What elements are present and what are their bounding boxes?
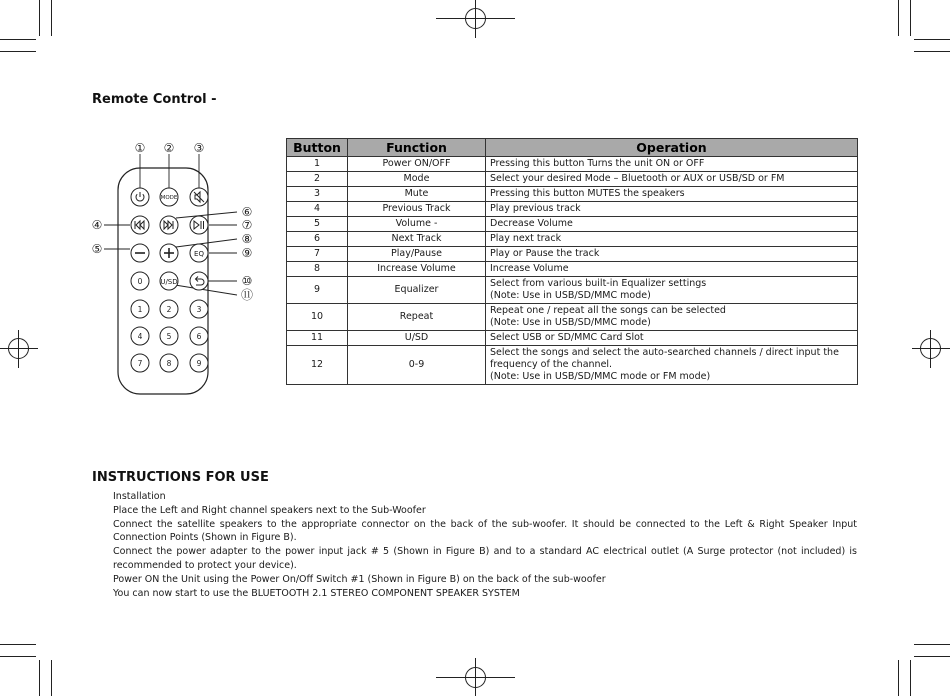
- operation-line: (Note: Use in USB/SD/MMC mode or FM mode): [490, 371, 711, 382]
- instruction-line: Place the Left and Right channel speakers next to the Sub-Woofer: [113, 504, 426, 516]
- instruction-line: Installation: [113, 491, 166, 502]
- instruction-line: You can now start to use the BLUETOOTH 2.1 STEREO COMPONENT SPEAKER SYSTEM: [113, 587, 520, 599]
- table-row: [287, 172, 858, 187]
- cell-operation: [486, 172, 858, 187]
- table-row: [287, 202, 858, 217]
- table-row: [287, 304, 858, 331]
- cell-button-number: 6: [287, 232, 348, 247]
- instruction-line: Power ON the Unit using the Power On/Off Switch #1 (Shown in Figure B) on the back of the sub-woofer: [113, 573, 606, 585]
- cell-operation: [486, 331, 858, 346]
- operation-line: Select USB or SD/MMC Card Slot: [490, 332, 644, 343]
- operation-line: Select the songs and select the auto-searched channels / direct input the frequency of the channel.: [490, 347, 839, 370]
- cell-function: Play/Pause: [348, 247, 486, 262]
- instruction-line: Connect the satellite speakers to the appropriate connector on the back of the sub-woofer. It should be connected to the Left & Right Speaker Input Connection Points (Shown in Figure B).: [113, 518, 857, 544]
- cell-button-number: 3: [287, 187, 348, 202]
- table-row: [287, 331, 858, 346]
- cell-function: U/SD: [348, 331, 486, 346]
- callout-5: ⑤: [91, 242, 103, 256]
- cell-operation: [486, 304, 858, 331]
- digit-3-label: 3: [196, 305, 202, 314]
- table-row: [287, 187, 858, 202]
- cell-operation: [486, 247, 858, 262]
- cell-function: Volume -: [348, 217, 486, 232]
- callout-1: ①: [134, 141, 146, 155]
- table-row: [287, 277, 858, 304]
- cell-function: Equalizer: [348, 277, 486, 304]
- header-function: Function: [348, 139, 486, 157]
- callout-3: ③: [193, 141, 205, 155]
- cell-function: Previous Track: [348, 202, 486, 217]
- digit-5-label: 5: [166, 332, 172, 341]
- cell-button-number: 12: [287, 346, 348, 385]
- cell-button-number: 8: [287, 262, 348, 277]
- cell-operation: [486, 262, 858, 277]
- cell-function: Mute: [348, 187, 486, 202]
- next-track-button: [160, 216, 178, 234]
- header-button: Button: [287, 139, 348, 157]
- callout-8: ⑧: [241, 232, 253, 246]
- operation-line: Select from various built-in Equalizer settings: [490, 278, 707, 289]
- operation-line: (Note: Use in USB/SD/MMC mode): [490, 317, 651, 328]
- digit-2-label: 2: [166, 305, 172, 314]
- cell-operation: [486, 202, 858, 217]
- cell-operation: [486, 157, 858, 172]
- header-operation: Operation: [486, 139, 858, 157]
- repeat-button: [190, 272, 208, 290]
- operation-line: Pressing this button MUTES the speakers: [490, 188, 685, 199]
- cell-button-number: 5: [287, 217, 348, 232]
- cell-button-number: 10: [287, 304, 348, 331]
- digit-9-label: 9: [196, 359, 202, 368]
- cell-operation: [486, 217, 858, 232]
- instructions-heading: INSTRUCTIONS FOR USE: [92, 470, 269, 485]
- operation-line: Play next track: [490, 233, 562, 244]
- remote-control-heading: Remote Control -: [92, 92, 217, 107]
- callout-9: ⑨: [241, 246, 253, 260]
- cell-function: Mode: [348, 172, 486, 187]
- table-header-row: [287, 139, 858, 157]
- cell-function: Repeat: [348, 304, 486, 331]
- digit-8-label: 8: [166, 359, 172, 368]
- cell-function: Next Track: [348, 232, 486, 247]
- cell-function: 0-9: [348, 346, 486, 385]
- callout-7: ⑦: [241, 218, 253, 232]
- table-row: [287, 346, 858, 385]
- operation-line: Select your desired Mode – Bluetooth or AUX or USB/SD or FM: [490, 173, 785, 184]
- remote-control-illustration: [80, 136, 260, 404]
- table-row: [287, 262, 858, 277]
- cell-function: Increase Volume: [348, 262, 486, 277]
- instructions-text: [113, 490, 857, 600]
- operation-line: Decrease Volume: [490, 218, 573, 229]
- cell-function: Power ON/OFF: [348, 157, 486, 172]
- button-operations-table: [286, 138, 858, 385]
- callout-6: ⑥: [241, 205, 253, 219]
- operation-line: Play previous track: [490, 203, 581, 214]
- table-row: [287, 157, 858, 172]
- instruction-line: Connect the power adapter to the power input jack # 5 (Shown in Figure B) and to a standard AC electrical outlet (A Surge protector (not included) is recommended to protect your device).: [113, 546, 857, 571]
- digit-0-label: 0: [137, 277, 143, 286]
- cell-button-number: 11: [287, 331, 348, 346]
- mode-label: MODE: [160, 195, 178, 201]
- digit-4-label: 4: [137, 332, 143, 341]
- cell-button-number: 4: [287, 202, 348, 217]
- cell-button-number: 7: [287, 247, 348, 262]
- callout-10: ⑩: [241, 274, 253, 288]
- cell-operation: [486, 277, 858, 304]
- callout-11: ⑪: [240, 288, 254, 302]
- digit-7-label: 7: [137, 359, 143, 368]
- eq-label: EQ: [194, 250, 204, 258]
- digit-1-label: 1: [137, 305, 143, 314]
- cell-operation: [486, 187, 858, 202]
- cell-operation: [486, 346, 858, 385]
- cell-button-number: 9: [287, 277, 348, 304]
- cell-button-number: 2: [287, 172, 348, 187]
- table-row: [287, 247, 858, 262]
- callout-4: ④: [91, 218, 103, 232]
- operation-line: Increase Volume: [490, 263, 569, 274]
- operation-line: Play or Pause the track: [490, 248, 600, 259]
- cell-operation: [486, 232, 858, 247]
- table-body: [287, 157, 858, 385]
- operation-line: Pressing this button Turns the unit ON or OFF: [490, 158, 705, 169]
- table-row: [287, 217, 858, 232]
- callout-2: ②: [163, 141, 175, 155]
- table-row: [287, 232, 858, 247]
- operation-line: (Note: Use in USB/SD/MMC mode): [490, 290, 651, 301]
- usd-label: U/SD: [160, 278, 178, 286]
- cell-button-number: 1: [287, 157, 348, 172]
- operation-line: Repeat one / repeat all the songs can be selected: [490, 305, 726, 316]
- digit-6-label: 6: [196, 332, 202, 341]
